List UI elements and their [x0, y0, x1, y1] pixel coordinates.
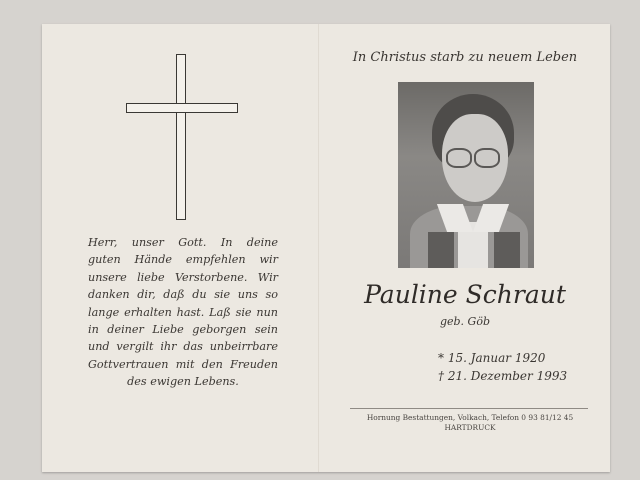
right-page: [320, 24, 610, 472]
deceased-name: Pauline Schraut: [364, 280, 566, 309]
portrait-photo: [398, 82, 534, 268]
verse-line: des ewigen Lebens.: [127, 375, 239, 389]
funeral-home-line: Hornung Bestattungen, Volkach, Telefon 0 93 81/12 45: [366, 413, 574, 422]
verse-line: in deiner Liebe geborgen sein: [88, 323, 278, 337]
verse-line: unsere liebe Verstorbene. Wir: [88, 270, 278, 284]
death-date: † 21. Dezember 1993: [438, 369, 568, 383]
verse-line: und vergilt ihr das unbeirrbare: [88, 340, 278, 354]
heading: In Christus starb zu neuem Leben: [352, 50, 578, 65]
verse-line: danken dir, daß du sie uns so: [88, 288, 278, 302]
birth-name: geb. Göb: [439, 315, 491, 328]
left-page: [42, 24, 318, 472]
memorial-card: [42, 24, 610, 472]
verse-line: Herr, unser Gott. In deine: [88, 236, 278, 249]
verse-line: guten Hände empfehlen wir: [88, 253, 278, 267]
verse-line: lange erhalten hast. Laß sie nun: [88, 305, 278, 319]
divider: [350, 408, 588, 409]
life-dates: [438, 349, 567, 385]
cross-icon: [126, 54, 238, 220]
footer: [320, 413, 620, 433]
printer-line: HARTDRUCK: [444, 423, 496, 432]
verse-line: Gottvertrauen mit den Freuden: [88, 357, 278, 371]
prayer-verse: [88, 234, 278, 391]
birth-date: * 15. Januar 1920: [438, 351, 546, 365]
